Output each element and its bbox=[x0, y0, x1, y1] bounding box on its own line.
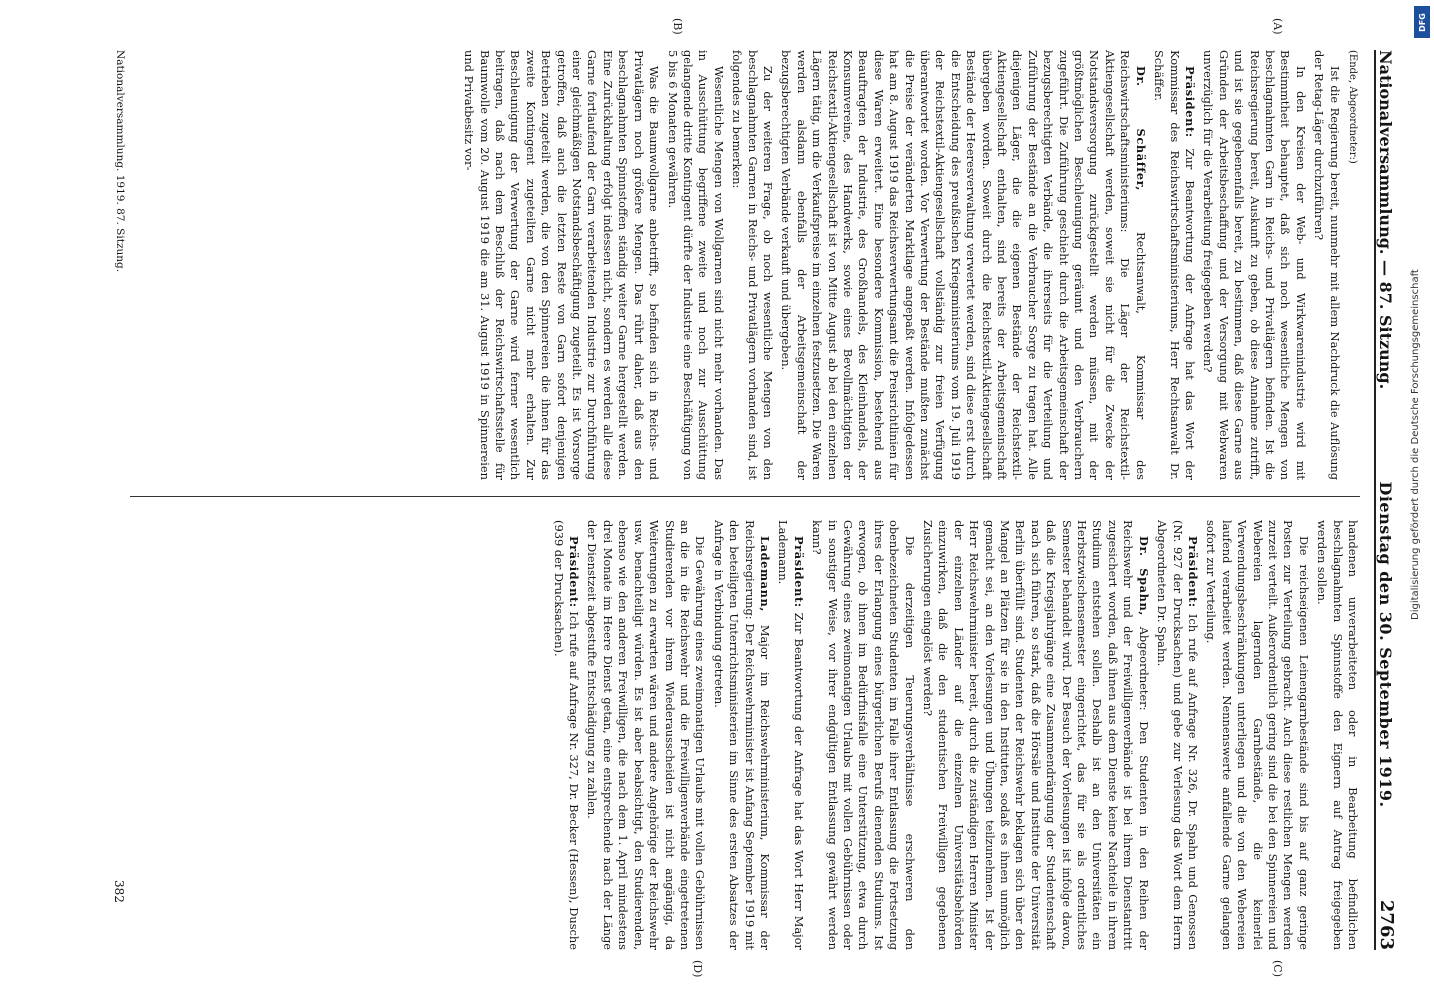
speech-text: Major im Reichswehrministerium, Kommissar der Reichsregierung: Der Reichswehrminister ist Anfang September 1919 mit den beteiligten Unterrichtsministerien im Sinne des ersten Absatzes der Anfrage in Verbindung getreten. bbox=[711, 520, 772, 950]
text-paragraph bbox=[775, 520, 806, 950]
text-paragraph: Die reichseigenen Leinengarnbestände sind bis auf ganz geringe Posten zur Verteilung gebracht. Auch diese restlichen Mengen werden zurzeit verteilt. Außerordentlich gering sind die bei den Spinnereien und Webereien lagernden Garnbestände, die keinerlei Verwendungsbeschränkungen unterliegen und die von den Webereien laufend verarbeitet werden. Nennenswerte anfallende Garne gelangen sofort zur Verteilung. bbox=[1204, 520, 1311, 950]
speech-text: Abgeordneter: Den Studenten in den Reihen der Reichswehr und der Freiwilligenverbände ist bei ihrem Dienstantritt zugesichert worden, daß ihnen aus dem Dienste keine Nachteile in ihrem Studium entstehen sollen. Deshalb ist an den Universitäten ein Herbstzwischensemester eingerichtet, das für sie als ordentliches Semester behandelt wird. Der Besuch der Vorlesungen ist infolge davon, daß die Kriegsjahrgänge eine Zusammendrängung der Studentenschaft nach sich führen, so stark, daß die Hörsäle und Institute der Universität Berlin überfüllt sind. Studenten der Reichswehr beklagen sich über den Mangel an Plätzen für sie in den Instituten, sodaß es ihnen unmöglich gemacht sei, an den Vorlesungen und Übungen teilzunehmen. Ist der Herr Reichswehrminister bereit, durch die zuständigen Herren Minister der einzelnen Länder auf die einzelnen Universitätsbehörden einzuwirken, daß die den studentischen Freiwilligen gegebenen Zusicherungen eingelöst werden? bbox=[921, 520, 1151, 950]
footer-page-number: 382 bbox=[112, 880, 126, 903]
footer-publication: Nationalversammlung. 1919. 87. Sitzung. bbox=[114, 50, 126, 273]
speaker-name: Dr. Spahn, bbox=[1136, 536, 1151, 616]
speech-text: Rechtsanwalt, Kommissar des Reichswirtschaftsministeriums: Die Läger der Reichstextil-Aktiengesellschaft werden, soweit sie nicht für die Zwecke der Notstandsversorgung zurückgestellt werden müssen, mit der größtmöglichen Beschleunigung geräumt und den Verbrauchern zugeführt. Die Zuführung geschieht durch die Arbeitsgemeinschaft der bezugsberechtigten Verbände, die ihrerseits für die Verteilung und Zuführung der Bestände an die Verbraucher Sorge zu tragen hat. Alle diejenigen Läger, die die eigenen Bestände der Reichstextil-Aktiengesellschaft enthalten, sind bereits der Arbeitsgemeinschaft übergeben worden. Soweit durch die Reichstextil-Aktiengesellschaft Bestände der Heeresverwaltung verwertet werden, sind diese erst durch die Entscheidung des preußischen Kriegsministeriums vom 19. Juli 1919 der Reichstextil-Aktiengesellschaft vollständig zur freien Verfügung überantwortet worden. Vor Verwertung der Bestände mußten zunächst die Preise der veränderten Marktlage angepaßt werden. Infolgedessen hat am 8. August 1919 das Reichsverwertungsamt die Preisrichtlinien für diese Waren erweitert. Eine besondere Kommission, bestehend aus Beauftragten der Industrie, des Großhandels, des Kleinhandels, der Konsumvereine, des Handwerks, sowie eines Bevollmächtigten der Reichstextil-Aktiengesellschaft ist von Mitte August ab bei den einzelnen Lägern tätig, um die Verkaufspreise im einzelnen festzusetzen. Die Waren werden alsdann ebenfalls der Arbeitsgemeinschaft der bezugsberechtigten Verbände verkauft und übergeben. bbox=[779, 50, 1148, 480]
dfg-funding-note: Digitalisierung gefördert durch die Deutsche Forschungsgemeinschaft bbox=[1410, 269, 1421, 620]
page-header bbox=[1374, 50, 1410, 950]
text-paragraph bbox=[710, 520, 772, 950]
text-paragraph: Was die Baumwollgarne anbetrifft, so befinden sich in Reichs- und Privatlägern noch größere Mengen. Das rührt daher, daß aus den beschlagnahmten Spinnstoffen ständig weiter Garne hergestellt werden. Eine Zurückhaltung erfolgt indessen nicht, sondern es werden alle diese Garne fortlaufend der Garn verarbeitenden Industrie zur Durchführung einer gleichmäßigen Notstandsbeschäftigung zugeteilt. Es ist Vorsorge getroffen, daß auch die letzten Reste von Garn sofort denjenigen Betrieben zugeteilt werden, die von den Spinnereien die ihnen für das zweite Kontingent zugeteilten Garne nicht mehr erhalten. Zur Beschleunigung der Verwertung der Garne wird ferner wesentlich beitragen, daß nach dem Beschluß der Reichswirtschaftsstelle für Baumwolle vom 20. August 1919 die am 31. August 1919 in Spinnereien und Privatbesitz vor- bbox=[462, 50, 662, 480]
right-column bbox=[130, 520, 1360, 950]
text-paragraph: Die derzeitigen Teuerungsverhältnisse erschweren den obenbezeichneten Studenten im Falle ihrer Entlassung die Fortsetzung ihres der Erlangung eines bürgerlichen Berufs dienenden Studiums. Ist erwogen, ob ihnen im Bedürfnisfalle eine Unterstützung, etwa durch Gewährung eines zweimonatigen Urlaubs mit vollen Gebührnissen oder in sonstiger Weise, vor ihrer endgültigen Entlassung gewährt werden kann? bbox=[810, 520, 917, 950]
speech-text: Ich rufe auf Anfrage Nr. 326, Dr. Spahn und Genossen (Nr. 927 der Drucksachen) und gebe zur Verlesung das Wort dem Herrn Abgeordneten Dr. Spahn. bbox=[1155, 520, 1200, 950]
margin-marker-b: (B) bbox=[671, 18, 684, 35]
header-date: Dienstag den 30. September 1919. bbox=[1376, 481, 1395, 808]
text-paragraph bbox=[920, 520, 1151, 950]
text-paragraph: In den Kreisen der Web- und Wirkwarenindustrie wird mit Bestimmtheit behauptet, daß sich noch wesentliche Mengen von beschlagnahmten Garn in Reichs- und Privatlägern befinden. Ist die Reichsregierung bereit, Auskunft zu geben, ob diese Annahme zutrifft, und ist sie gegebenenfalls bereit, zu bestimmen, daß diese Garne aus Gründen der Arbeitsbeschaffung und der Versorgung mit Webwaren unverzüglich für die Verarbeitung freigegeben werden? bbox=[1201, 50, 1308, 480]
text-paragraph bbox=[778, 50, 1148, 480]
speaker-name: Präsident: bbox=[567, 536, 582, 608]
margin-marker-a: (A) bbox=[1271, 18, 1284, 35]
speech-text: Zur Beantwortung der Anfrage hat das Wort Herr Major Lademann. bbox=[776, 520, 806, 950]
speaker-name: Dr. Schäffer, bbox=[1133, 66, 1148, 191]
speaker-name: Präsident: bbox=[1182, 66, 1197, 138]
text-paragraph: Die Gewährung eines zweimonatigen Urlaubs mit vollen Gebührnissen an die in die Reichswehr und die Freiwilligenverbände eingetretenen Studierenden vor ihrem Wiederausscheiden ist nicht angängig, da Weiterungen zu erwarten wären und andere Angehörige der Reichswehr usw. benachteiligt würden. Es ist aber beabsichtigt, den Studierenden, ebenso wie den anderen Freiwilligen, die nach dem 1. April mindestens drei Monate im Heere Dienst getan, eine entsprechende nach der Länge der Dienstzeit abgestufte Entschädigung zu zahlen. bbox=[585, 520, 708, 950]
dfg-logo-text: DFG bbox=[1417, 12, 1427, 32]
text-paragraph bbox=[1154, 520, 1200, 950]
text-paragraph: (Ende, Abgeordneter:) bbox=[1347, 50, 1358, 164]
text-paragraph bbox=[1151, 50, 1197, 480]
text-paragraph: handenen unverarbeiteten oder in Bearbeitung befindlichen beschlagnahmten Spinnstoffe den Eignern auf Antrag freigegeben werden sollen. bbox=[1315, 520, 1360, 950]
text-paragraph: Zu der weiteren Frage, ob noch wesentliche Mengen von den beschlagnahmten Garnen in Reichs- und Privatlägern vorhanden sind, ist folgendes zu bemerken: bbox=[730, 50, 775, 480]
margin-marker-d: (D) bbox=[691, 960, 704, 978]
header-page-number: 2763 bbox=[1376, 899, 1397, 950]
speaker-name: Präsident: bbox=[1185, 536, 1200, 608]
dfg-logo-icon bbox=[1414, 6, 1430, 38]
speaker-name: Lademann, bbox=[757, 536, 772, 612]
text-paragraph: Wesentliche Mengen von Wollgarnen sind nicht mehr vorhanden. Das in Ausschüttung begriffene zweite und noch zur Ausschüttung gelangende dritte Kontingent dürfte der Industrie eine Beschäftigung von 5 bis 6 Monaten gewähren. bbox=[665, 50, 726, 480]
text-paragraph bbox=[550, 520, 581, 950]
left-column bbox=[130, 50, 1360, 480]
margin-marker-c: (C) bbox=[1271, 960, 1284, 977]
speech-text: Ich rufe auf Anfrage Nr. 327, Dr. Becker (Hessen), Dusche (939 der Drucksachen). bbox=[551, 520, 582, 950]
column-divider bbox=[130, 496, 1360, 497]
text-paragraph: Ist die Regierung bereit, nunmehr mit allem Nachdruck die Auflösung der Retag-Läger durchzuführen? bbox=[1312, 50, 1342, 480]
speaker-name: Präsident: bbox=[791, 536, 806, 608]
header-session: Nationalversammlung. — 87. Sitzung. bbox=[1376, 50, 1395, 390]
speech-text: Zur Beantwortung der Anfrage hat das Wort der Kommissar des Reichswirtschaftsministeriums, Herr Rechtsanwalt Dr. Schäffer. bbox=[1152, 50, 1197, 480]
